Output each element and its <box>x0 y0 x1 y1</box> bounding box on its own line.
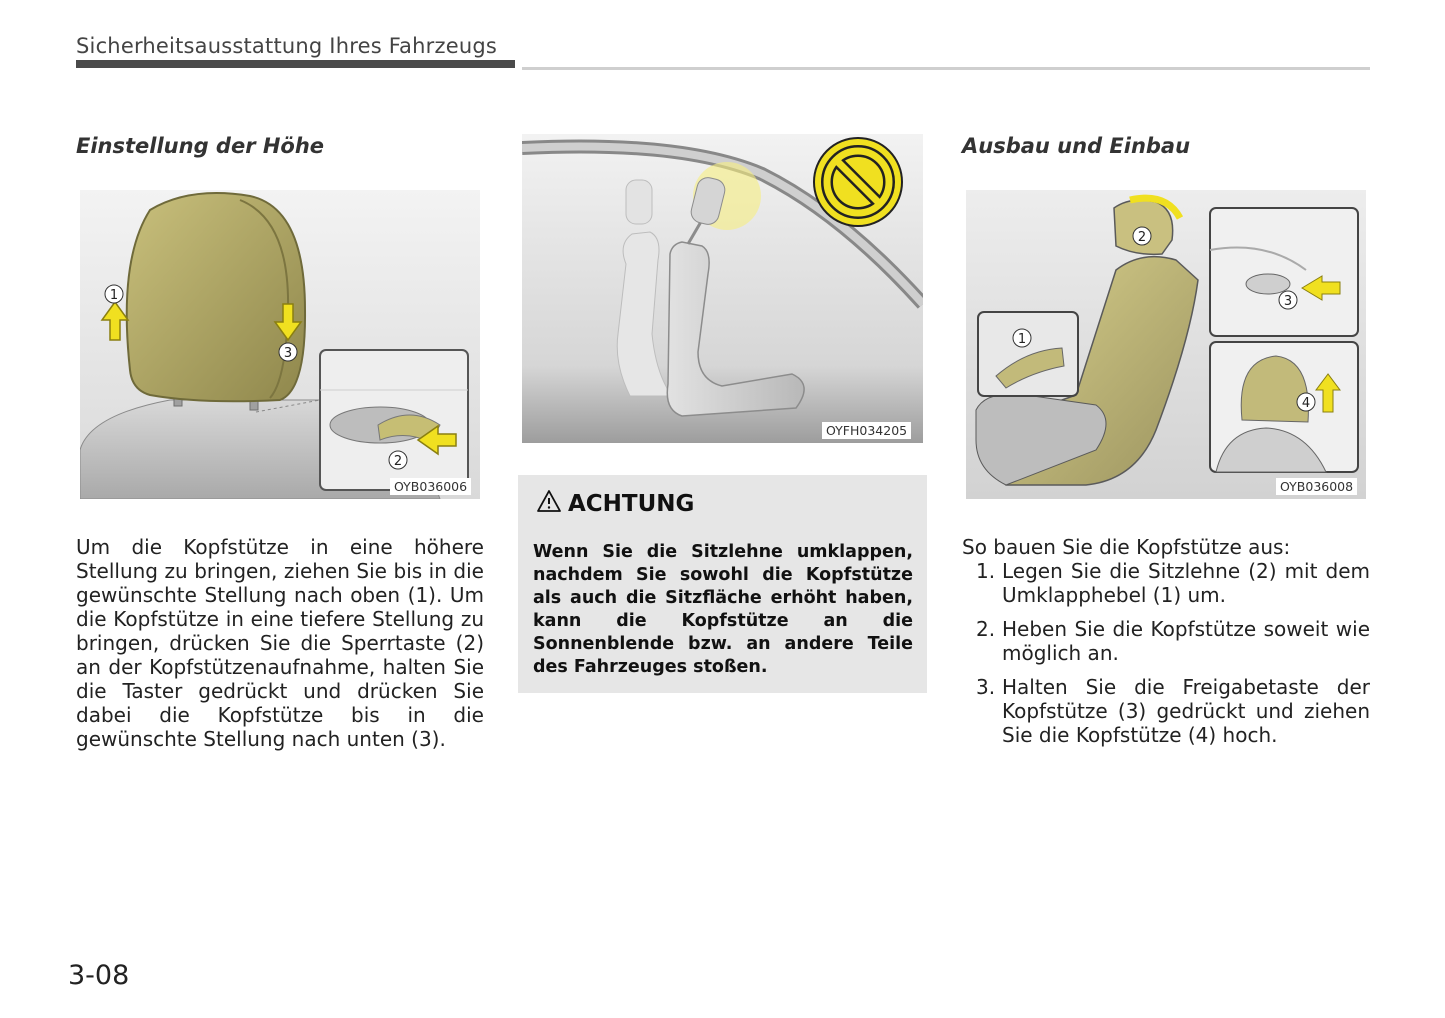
heading-height-adjustment: Einstellung der Höhe <box>76 134 325 158</box>
step-number: 3. <box>976 675 996 699</box>
list-item <box>962 617 1370 665</box>
warning-triangle-icon <box>536 489 562 519</box>
warning-box <box>518 475 927 693</box>
callout-2: 2 <box>1137 230 1147 245</box>
warning-title <box>536 489 694 519</box>
list-item <box>962 559 1370 607</box>
callout-1: 1 <box>1017 332 1027 347</box>
step-number: 1. <box>976 559 996 583</box>
callout-4: 4 <box>1301 396 1311 411</box>
steps-list <box>962 559 1370 747</box>
warning-text: Wenn Sie die Sitzlehne umklappen, nachdem Sie sowohl die Kopfstütze als auch die Sitzfläche erhöht haben, kann die Kopfstütze an die Sonnenblende bzw. an andere Teile des Fahrzeuges stoßen. <box>533 542 913 677</box>
step-text: Legen Sie die Sitzlehne (2) mit dem Umklapphebel (1) um. <box>1002 559 1370 607</box>
callout-3: 3 <box>1283 294 1293 309</box>
figure-height-adjustment <box>80 190 480 499</box>
callout-1: 1 <box>109 288 119 303</box>
figure-sunvisor-warning <box>522 134 923 443</box>
step-number: 2. <box>976 617 996 641</box>
header-bar <box>76 60 515 68</box>
removal-steps <box>962 535 1370 747</box>
page-number: 3-08 <box>68 960 130 991</box>
header-title: Sicherheitsausstattung Ihres Fahrzeugs <box>76 34 497 58</box>
paragraph: Um die Kopfstütze in eine höhere Stellung zu bringen, ziehen Sie bis in die gewünschte Stellung nach oben (1). Um die Kopfstütze in eine tiefere Stellung zu bringen, drücken Sie die Sperrtaste (2) an der Kopfstützenaufnahme, halten Sie die Taster gedrückt und drücken Sie dabei die Kopfstütze bis in die gewünschte Stellung nach unten (3). <box>76 535 484 751</box>
warning-label: ACHTUNG <box>568 491 695 517</box>
list-item <box>962 675 1370 747</box>
height-adjustment-text <box>76 535 484 751</box>
heading-removal-installation: Ausbau und Einbau <box>962 134 1191 158</box>
figure-code: OYFH034205 <box>822 422 911 439</box>
callout-3: 3 <box>283 346 293 361</box>
figure-code: OYB036006 <box>390 478 471 495</box>
callout-2: 2 <box>393 454 403 469</box>
step-text: Heben Sie die Kopfstütze soweit wie möglich an. <box>1002 617 1370 665</box>
figure-removal-installation <box>966 190 1366 499</box>
steps-intro: So bauen Sie die Kopfstütze aus: <box>962 535 1291 559</box>
step-text: Halten Sie die Freigabetaste der Kopfstütze (3) gedrückt und ziehen Sie die Kopfstütze (4) hoch. <box>1002 675 1370 747</box>
figure-code: OYB036008 <box>1276 478 1357 495</box>
header-rule <box>522 67 1370 70</box>
